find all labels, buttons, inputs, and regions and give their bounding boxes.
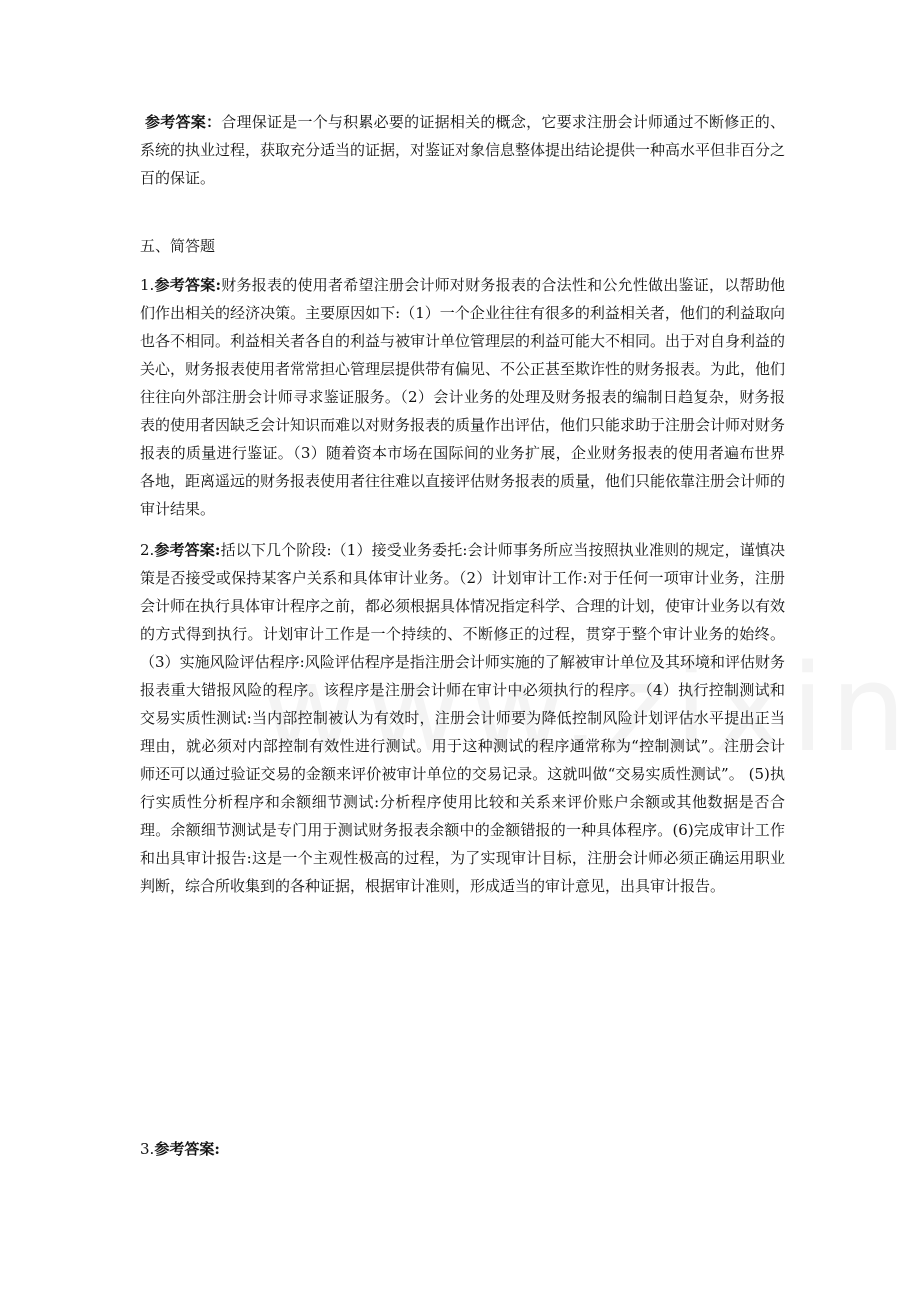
question-2-number: 2. bbox=[140, 541, 155, 559]
question-2-label: 参考答案: bbox=[154, 541, 221, 559]
question-3-label: 参考答案: bbox=[154, 1140, 220, 1158]
section-heading: 五、简答题 bbox=[140, 237, 216, 255]
question-2-answer bbox=[140, 536, 785, 900]
question-3-answer bbox=[140, 1135, 785, 1163]
question-1-text: 财务报表的使用者希望注册会计师对财务报表的合法性和公允性做出鉴证，以帮助他们作出相关的经济决策。主要原因如下:（1）一个企业往往有很多的利益相关者，他们的利益取向也各不相同。利益相关者各自的利益与被审计单位管理层的利益可能大不相同。出于对自身利益的关心，财务报表使用者常常担心管理层提供带有偏见、不公正甚至欺诈性的财务报表。为此，他们往往向外部注册会计师寻求鉴证服务。（2）会计业务的处理及财务报表的编制日趋复杂，财务报表的使用者因缺乏会计知识而难以对财务报表的质量作出评估，他们只能求助于注册会计师对财务报表的质量进行鉴证。（3）随着资本市场在国际间的业务扩展，企业财务报表的使用者遍布世界各地，距离遥远的财务报表使用者往往难以直接评估财务报表的质量，他们只能依靠注册会计师的审计结果。 bbox=[140, 276, 786, 518]
question-1-number: 1. bbox=[140, 276, 155, 294]
question-1-answer bbox=[140, 271, 785, 523]
answer-label: 参考答案： bbox=[145, 113, 222, 131]
question-3-number: 3. bbox=[140, 1140, 155, 1158]
answer-paragraph-intro bbox=[140, 108, 785, 192]
question-2-text: 括以下几个阶段:（1）接受业务委托:会计师事务所应当按照执业准则的规定，谨慎决策是否接受或保持某客户关系和具体审计业务。（2）计划审计工作:对于任何一项审计业务，注册会计师在执行具体审计程序之前，都必须根据具体情况指定科学、合理的计划，使审计业务以有效的方式得到执行。计划审计工作是一个持续的、不断修正的过程，贯穿于整个审计业务的始终。（3）实施风险评估程序:风险评估程序是指注册会计师实施的了解被审计单位及其环境和评估财务报表重大错报风险的程序。该程序是注册会计师在审计中必须执行的程序。（4）执行控制测试和交易实质性测试:当内部控制被认为有效时，注册会计师要为降低控制风险计划评估水平提出正当理由，就必须对内部控制有效性进行测试。用于这种测试的程序通常称为“控制测试”。注册会计师还可以通过验证交易的金额来评价被审计单位的交易记录。这就叫做“交易实质性测试”。 (5)执行实质性分析程序和余额细节测试:分析程序使用比较和关系来评价账户余额或其他数据是否合理。余额细节测试是专门用于测试财务报表余额中的金额错报的一种具体程序。(6)完成审计工作和出具审计报告:这是一个主观性极高的过程，为了实现审计目标，注册会计师必须正确运用职业判断，综合所收集到的各种证据，根据审计准则，形成适当的审计意见，出具审计报告。 bbox=[140, 541, 786, 895]
question-1-label: 参考答案: bbox=[154, 276, 222, 294]
answer-text: 合理保证是一个与积累必要的证据相关的概念，它要求注册会计师通过不断修正的、系统的执业过程，获取充分适当的证据，对鉴证对象信息整体提出结论提供一种高水平但非百分之百的保证。 bbox=[140, 113, 786, 187]
